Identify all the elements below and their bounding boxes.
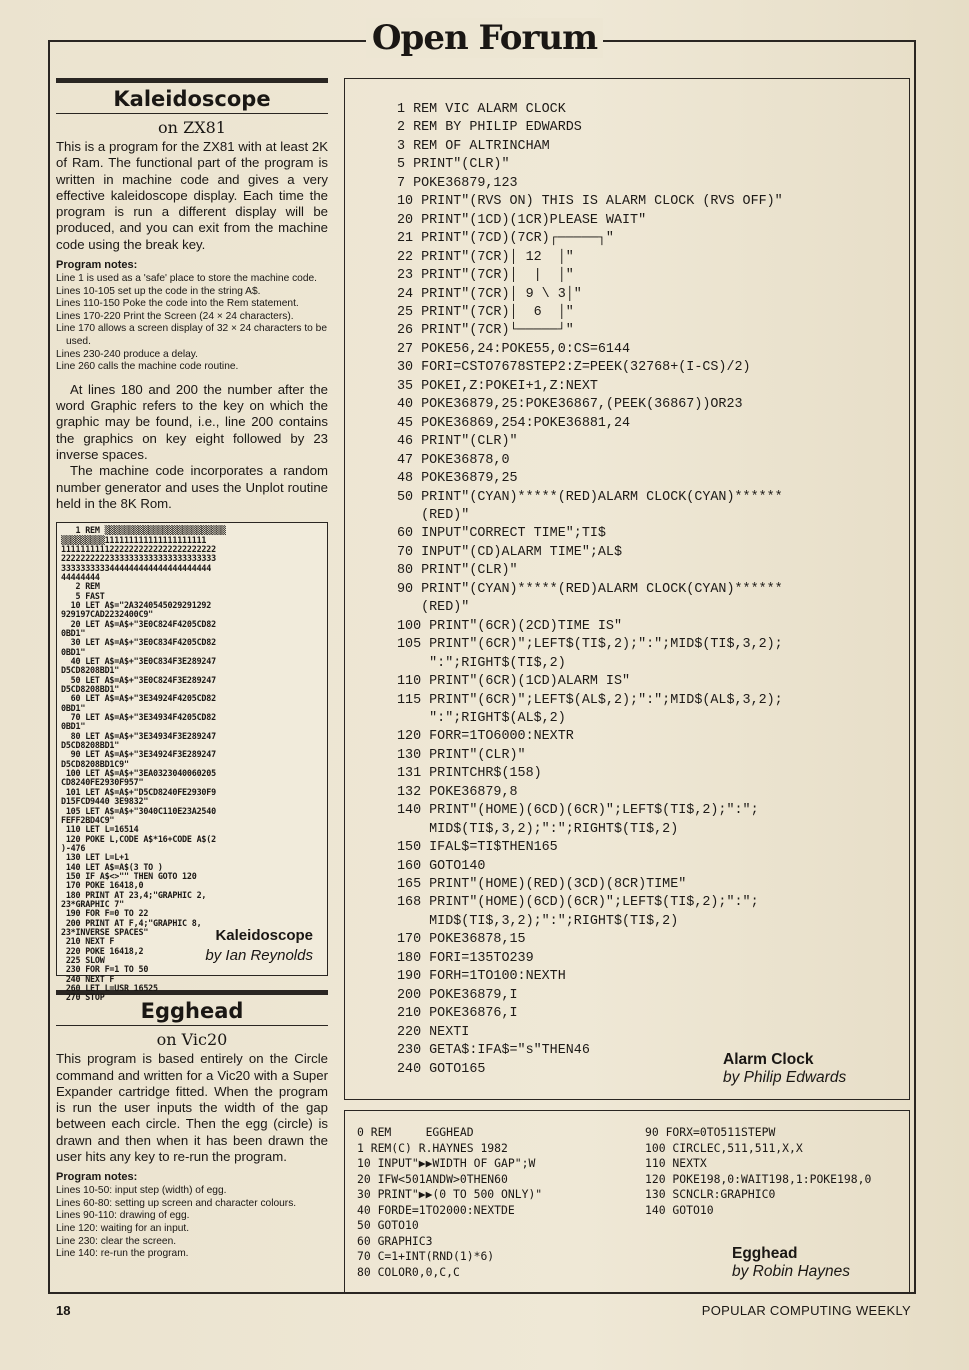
egghead-intro: This program is based entirely on the Circle command and written for a Vic20 with a Super Expander cartridge fitted. When the program is run the user inputs the width of the gap between each circle. Then the egg (circle) is drawn and then when it has been drawn the user hits any key to re-run the program. bbox=[56, 1051, 328, 1164]
alarm-clock-listing: 1 REM VIC ALARM CLOCK 2 REM BY PHILIP EDWARDS 3 REM OF ALTRINCHAM 5 PRINT"(CLR)" 7 POKE36879,123 10 PRINT"(RVS ON) THIS IS ALARM CLOCK (RVS OFF)" 20 PRINT"(1CD)(1CR)PLEASE WAIT" 21 PRINT"(7CD)(7CR)┌─────┐" 22 PRINT"(7CR)│ 12 │" 23 PRINT"(7CR)│ | │" 24 PRINT"(7CR)│ 9 \ 3│" 25 PRINT"(7CR)│ 6 │" 26 PRINT"(7CR)└─────┘" 27 POKE56,24:POKE55,0:CS=6144 30 FORI=CSTO7678STEP2:Z=PEEK(32768+(I-CS)/2) 35 POKEI,Z:POKEI+1,Z:NEXT 40 POKE36879,25:POKE36867,(PEEK(36867))OR23 45 POKE36869,254:POKE36881,24 46 PRINT"(CLR)" 47 POKE36878,0 48 POKE36879,25 50 PRINT"(CYAN)*****(RED)ALARM CLOCK(CYAN)****** (RED)" 60 INPUT"CORRECT TIME";TI$ 70 INPUT"(CD)ALARM TIME";AL$ 80 PRINT"(CLR)" 90 PRINT"(CYAN)*****(RED)ALARM CLOCK(CYAN)****** (RED)" 100 PRINT"(6CR)(2CD)TIME IS" 105 PRINT"(6CR)";LEFT$(TI$,2);":";MID$(TI$,3,2); ":";RIGHT$(TI$,2) 110 PRINT"(6CR)(1CD)ALARM IS" 115 PRINT"(6CR)";LEFT$(AL$,2);":";MID$(AL$,3,2); ":";RIGHT$(AL$,2) 120 FORR=1TO6000:NEXTR 130 PRINT"(CLR)" 131 PRINTCHR$(158) 132 POKE36879,8 140 PRINT"(HOME)(6CD)(6CR)";LEFT$(TI$,2);":"; MID$(TI$,3,2);":";RIGHT$(TI$,2) 150 IFAL$=TI$THEN165 160 GOTO140 165 PRINT"(HOME)(RED)(3CD)(8CR)TIME" 168 PRINT"(HOME)(6CD)(6CR)";LEFT$(TI$,2);":"; MID$(TI$,3,2);":";RIGHT$(TI$,2) 170 POKE36878,15 180 FORI=135TO239 190 FORH=1TO100:NEXTH 200 POKE36879,I 210 POKE36876,I 220 NEXTI 230 GETA$:IFA$="s"THEN46 240 GOTO165 bbox=[397, 102, 783, 1077]
egghead-notes-heading: Program notes: bbox=[56, 1171, 138, 1184]
page-number: 18 bbox=[56, 1303, 71, 1318]
note-line: Lines 10-50: input step (width) of egg. bbox=[56, 1185, 227, 1197]
alarm-clock-byline: by Philip Edwards bbox=[723, 1069, 847, 1086]
alarm-clock-caption: Alarm Clock bbox=[723, 1051, 814, 1068]
note-line: Line 140: re-run the program. bbox=[56, 1248, 189, 1260]
note-line: Lines 90-110: drawing of egg. bbox=[56, 1210, 190, 1222]
alarm-clock-listing-box bbox=[344, 78, 910, 1100]
note-line: Lines 110-150 Poke the code into the Rem statement. bbox=[56, 298, 299, 310]
note-line: Line 1 is used as a 'safe' place to store the machine code. bbox=[56, 273, 317, 285]
egghead-caption: Egghead bbox=[732, 1245, 798, 1262]
kaleidoscope-listing-box bbox=[56, 522, 328, 1003]
egghead-byline: by Robin Haynes bbox=[732, 1263, 851, 1280]
kaleidoscope-paragraph-2: At lines 180 and 200 the number after the word Graphic refers to the key on which the graphic may be found, i.e., line 200 contains the graphics on key eight followed by 23 inverse spaces. bbox=[56, 381, 328, 463]
kaleidoscope-listing: 1 REM ▒▒▒▒▒▒▒▒▒▒▒▒▒▒▒▒▒▒▒▒▒▒▒▒▒ ▒▒▒▒▒▒▒▒▒111111111111111111111 11111111112222222222222222222222 22222222223333333333333333333333 3333333333444444444444444444444 44444444 2 REM 5 FAST 10 LET A$="2A32405450292912⁠92 929197CAD2232400C9" 20 LET A$=A$+"3E0C824F4205CD82 0BD1" 30 LET A$=A$+"3E0C834F4205CD82 0BD1" 40 LET A$=A$+"3E0C834F3E289247 D5CD8208BD1" 50 LET A$=A$+"3E0C824F3E289247 D5CD8208BD1" 60 LET A$=A$+"3E34924F4205CD82 0BD1" 70 LET A$=A$+"3E34934F4205CD82 0BD1" 80 LET A$=A$+"3E34934F3E289247 D5CD8208BD1" 90 LET A$=A$+"3E34924F3E289247 D5CD8208BD1C9" 100 LET A$=A$+"3EA0323040060205 CD8240FE2930F957" 101 LET A$=A$+"D5CD8240FE2930F9 D15FCD9440 3E9832" 105 LET A$=A$+"3040C110E23A2540 FEFF2BD4C9" 110 LET L=16514 120 POKE L,CODE A$*16+CODE A$(2 )-476 130 LET L=L+1 140 LET A$=A$(3 TO ) 150 IF A$<>"" THEN GOTO 120 170 POKE 16418,0 180 PRINT AT 23,4;"GRAPHIC 2, 23*GRAPHIC 7" 190 FOR F=0 TO 22 200 PRINT AT F,4;"GRAPHIC 8, 23*INVERSE SPACES" 210 NEXT F 220 POKE 16418,2 225 SLOW 230 FOR F=1 TO 50 240 NEXT F 260 LET L=USR 16525 270 STOP bbox=[61, 525, 226, 1003]
note-line: Line 230: clear the screen. bbox=[56, 1235, 177, 1247]
kaleidoscope-notes bbox=[56, 273, 328, 374]
kaleidoscope-top-rule bbox=[56, 78, 328, 83]
note-line: Lines 10-105 set up the code in the string A$. bbox=[56, 285, 261, 297]
egghead-title-rule bbox=[56, 1025, 328, 1026]
kaleidoscope-platform: on ZX81 bbox=[158, 118, 226, 137]
egghead-notes bbox=[56, 1185, 328, 1261]
egghead-platform: on Vic20 bbox=[156, 1030, 228, 1050]
egghead-title: Egghead bbox=[140, 999, 244, 1024]
kaleidoscope-intro: This is a program for the ZX81 with at least 2K of Ram. The functional part of the program is written in machine code and gives a very effective kaleidoscope display. Each time the program is run a different display will be produced, and you can exit from the machine code using the break key. bbox=[56, 139, 328, 252]
kaleidoscope-title-rule bbox=[56, 113, 328, 114]
egghead-listing-left: 0 REM EGGHEAD 1 REM(C) R.HAYNES 1982 10 INPUT"▶▶WIDTH OF GAP";W 20 IFW<501ANDW>0THEN60 30 PRINT"▶▶(0 TO 500 ONLY)" 40 FORDE=1TO2000:NEXTDE 50 GOTO10 60 GRAPHIC3 70 C=1+INT(RND(1)*6) 80 COLOR0,0,C,C bbox=[357, 1125, 543, 1279]
kaleidoscope-paragraph-3: The machine code incorporates a random number generator and uses the Unplot routine held in the 8K Rom. bbox=[56, 463, 328, 511]
note-line: Lines 170-220 Print the Screen (24 × 24 characters). bbox=[56, 310, 294, 322]
note-line: Line 120: waiting for an input. bbox=[56, 1223, 190, 1235]
masthead-title: Open Forum bbox=[366, 18, 603, 58]
kaleidoscope-byline: by Ian Reynolds bbox=[205, 947, 313, 965]
egghead-listing-right: 90 FORX=0TO511STEPW 100 CIRCLEC,511,511,X,X 110 NEXTX 120 POKE198,0:WAIT198,1:POKE198,0 130 SCNCLR:GRAPHIC0 140 GOTO10 bbox=[645, 1125, 872, 1217]
egghead-listing-box bbox=[344, 1110, 910, 1294]
kaleidoscope-notes-heading: Program notes: bbox=[56, 259, 138, 272]
left-column bbox=[56, 78, 328, 1261]
note-line: Line 170 allows a screen display of 32 × 24 characters to be used. bbox=[56, 323, 327, 348]
note-line: Line 260 calls the machine code routine. bbox=[56, 361, 239, 373]
note-line: Lines 230-240 produce a delay. bbox=[56, 348, 198, 360]
note-line: Lines 60-80: setting up screen and character colours. bbox=[56, 1197, 297, 1209]
kaleidoscope-title: Kaleidoscope bbox=[113, 87, 271, 111]
publication-name: POPULAR COMPUTING WEEKLY bbox=[701, 1303, 911, 1318]
kaleidoscope-caption: Kaleidoscope bbox=[215, 927, 313, 945]
